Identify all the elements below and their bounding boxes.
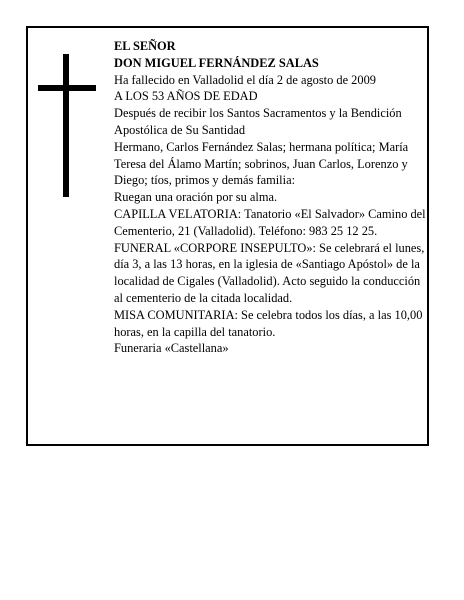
death-line: Ha fallecido en Valladolid el día 2 de agosto de 2009 xyxy=(114,72,376,87)
prayer-request: Ruegan una oración por su alma. xyxy=(114,190,278,205)
title-line: EL SEÑOR xyxy=(114,39,176,53)
mass-paragraph: MISA COMUNITARIA: Se celebra todos los días, a las 10,00 horas, en la capilla del tanatorio. xyxy=(114,307,423,339)
cross-icon xyxy=(63,54,69,197)
funeral-home: Funeraria «Castellana» xyxy=(114,341,229,356)
cross-icon-bar xyxy=(38,85,96,91)
chapel-paragraph: CAPILLA VELATORIA: Tanatorio «El Salvador» Camino del Cementerio, 21 (Valladolid). Teléfono: 983 25 12 25. xyxy=(114,206,426,238)
age-line: A LOS 53 AÑOS DE EDAD xyxy=(114,89,258,104)
obituary-text xyxy=(114,38,426,357)
deceased-name: DON MIGUEL FERNÁNDEZ SALAS xyxy=(114,55,319,70)
sacraments-paragraph: Después de recibir los Santos Sacramentos y la Bendición Apostólica de Su Santidad xyxy=(114,106,402,137)
family-paragraph: Hermano, Carlos Fernández Salas; hermana política; María Teresa del Álamo Martín; sobrinos, Juan Carlos, Lorenzo y Diego; tíos, primos y demás familia: xyxy=(114,139,409,188)
funeral-paragraph: FUNERAL «CORPORE INSEPULTO»: Se celebrará el lunes, día 3, a las 13 horas, en la iglesia de «Santiago Apóstol» de la localidad de Cigales (Valladolid). Acto seguido la conducción al cementerio de la citada localidad. xyxy=(114,240,425,305)
